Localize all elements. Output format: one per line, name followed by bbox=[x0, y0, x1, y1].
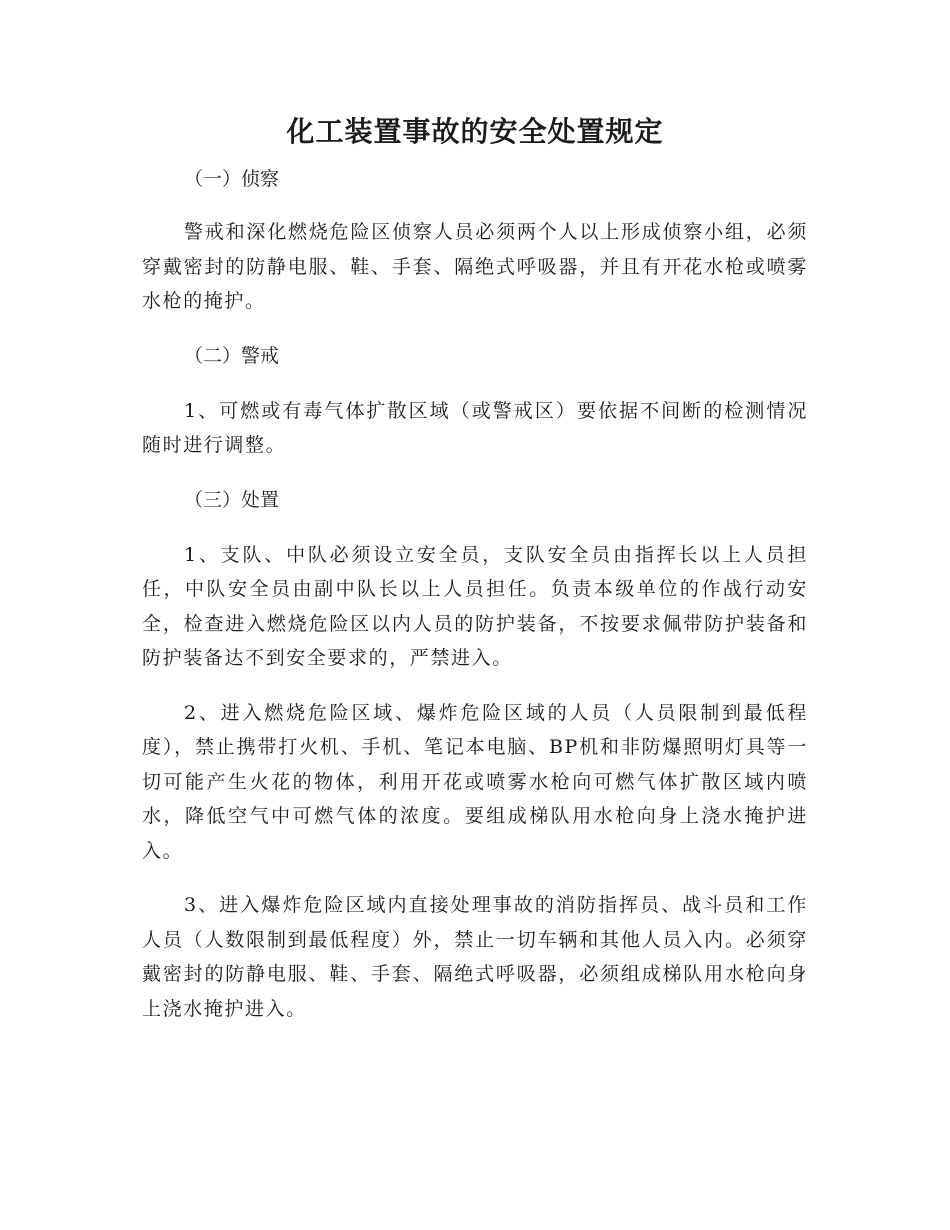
section-heading-cordon: （二）警戒 bbox=[184, 344, 280, 367]
section-heading-handling: （三）处置 bbox=[184, 488, 280, 511]
section-heading-reconnaissance: （一）侦察 bbox=[184, 168, 280, 190]
paragraph-handling-2: 2、进入燃烧危险区域、爆炸危险区域的人员（人员限制到最低程度），禁止携带打火机、手机、笔记本电脑、BP机和非防爆照明灯具等一切可能产生火花的物体，利用开花或喷雾水枪向可燃气体扩散区域内喷水，降低空气中可燃气体的浓度。要组成梯队用水枪向身上浇水掩护进入。 bbox=[142, 701, 808, 862]
section-reconnaissance bbox=[142, 162, 808, 319]
paragraph-reconnaissance-1: 警戒和深化燃烧危险区侦察人员必须两个人以上形成侦察小组，必须穿戴密封的防静电服、鞋、手套、隔绝式呼吸器，并且有开花水枪或喷雾水枪的掩护。 bbox=[142, 221, 808, 312]
paragraph-handling-3: 3、进入爆炸危险区域内直接处理事故的消防指挥员、战斗员和工作人员（人数限制到最低程度）外，禁止一切车辆和其他人员入内。必须穿戴密封的防静电服、鞋、手套、隔绝式呼吸器，必须组成梯队用水枪向身上浇水掩护进入。 bbox=[142, 894, 808, 1020]
section-handling bbox=[142, 483, 808, 1027]
section-cordon bbox=[142, 339, 808, 463]
document-page bbox=[142, 112, 808, 1026]
paragraph-cordon-1: 1、可燃或有毒气体扩散区域（或警戒区）要依据不间断的检测情况随时进行调整。 bbox=[142, 399, 808, 456]
paragraph-handling-1: 1、支队、中队必须设立安全员，支队安全员由指挥长以上人员担任，中队安全员由副中队长以上人员担任。负责本级单位的作战行动安全，检查进入燃烧危险区以内人员的防护装备，不按要求佩带防护装备和防护装备达不到安全要求的，严禁进入。 bbox=[142, 543, 808, 669]
document-title: 化工装置事故的安全处置规定 bbox=[286, 115, 664, 148]
